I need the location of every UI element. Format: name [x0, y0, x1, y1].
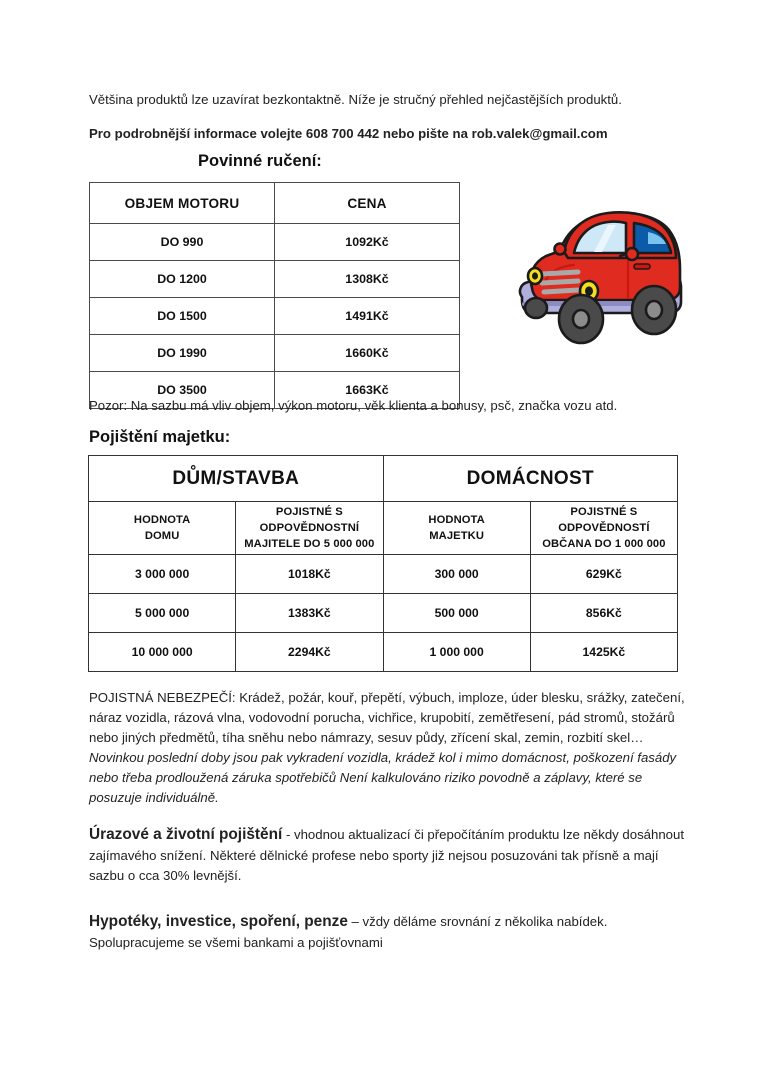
heading-hypoteky: Hypotéky, investice, spoření, penze [89, 913, 348, 930]
column-header-pojistne-obcana [530, 502, 677, 555]
perils-text: Krádež, požár, kouř, přepětí, výbuch, imploze, úder blesku, srážky, zatečení, náraz vozidla, rázová vlna, vodovodní porucha, vichřice, krupobití, zemětřesení, pád stromů, stožárů nebo jiných předmětů, tíha sněhu nebo námrazy, sesuv půdy, zřícení skal, zemin, rozbití skel… [89, 690, 685, 746]
cell-pojistne-majitele: 1383Kč [236, 594, 383, 633]
group-header-domacnost: DOMÁCNOST [383, 456, 678, 502]
red-car-illustration [508, 192, 694, 352]
cell-cena: 1491Kč [275, 298, 460, 335]
cell-hodnota-domu: 5 000 000 [89, 594, 236, 633]
section-title-pojisteni-majetku: Pojištění majetku: [89, 428, 231, 446]
body-urazove-zivotni: - vhodnou aktualizací či přepočítáním produktu lze někdy dosáhnout zajímavého snížení. Některé dělnické profese nebo sporty již nejsou posuzováni tak přísně a mají sazbu o cca 30% levnější. [89, 827, 685, 884]
cell-hodnota-majetku: 1 000 000 [383, 633, 530, 672]
paragraph-pojistna-nebezpeci [89, 688, 689, 808]
body-hypoteky: – vždy děláme srovnání z několika nabídek. [347, 914, 608, 929]
heading-urazove-zivotni: Úrazové a životní pojištění [89, 826, 283, 843]
subheader-line-1: POJISTNÉ S ODPOVĚDNOSTNÍ [259, 505, 360, 534]
column-header-hodnota-domu [89, 502, 236, 555]
intro-line-1: Většina produktů lze uzavírat bezkontaktně. Níže je stručný přehled nejčastějších produktů. [89, 92, 622, 107]
column-header-hodnota-majetku [383, 502, 530, 555]
table-row [89, 633, 678, 672]
paragraph-urazove-zivotni [89, 823, 689, 887]
table-pojisteni-majetku [88, 455, 678, 672]
intro-contact-line: Pro podrobnější informace volejte 608 700 442 nebo pište na rob.valek@gmail.com [89, 126, 608, 141]
cell-hodnota-majetku: 500 000 [383, 594, 530, 633]
table-subheader-row [89, 502, 678, 555]
group-header-dum-stavba: DŮM/STAVBA [89, 456, 384, 502]
section-title-povinne-ruceni: Povinné ručení: [198, 152, 322, 170]
cell-hodnota-domu: 10 000 000 [89, 633, 236, 672]
subheader-line-2: OBČANA DO 1 000 000 [542, 538, 666, 551]
cell-objem: DO 1200 [90, 261, 275, 298]
table-header-row [90, 183, 460, 224]
cell-cena: 1308Kč [275, 261, 460, 298]
column-header-cena: CENA [275, 183, 460, 224]
subheader-line-2: DOMU [144, 530, 180, 542]
note-povinne-ruceni: Pozor: Na sazbu má vliv objem, výkon motoru, věk klienta a bonusy, psč, značka vozu atd. [89, 398, 618, 413]
body-hypoteky-line2: Spolupracujeme se všemi bankami a pojišťovnami [89, 935, 383, 951]
cell-pojistne-obcana: 629Kč [530, 555, 677, 594]
cell-objem: DO 990 [90, 224, 275, 261]
subheader-line-1: HODNOTA [133, 513, 191, 526]
subheader-line-2: MAJETKU [429, 530, 485, 542]
table-row [89, 594, 678, 633]
cell-pojistne-majitele: 2294Kč [236, 633, 383, 672]
cell-hodnota-majetku: 300 000 [383, 555, 530, 594]
table-group-header-row [89, 456, 678, 502]
cell-objem: DO 1990 [90, 335, 275, 372]
cell-cena: 1092Kč [275, 224, 460, 261]
cell-objem: DO 3500 [90, 372, 275, 409]
table-row [90, 335, 460, 372]
table-row [90, 224, 460, 261]
subheader-line-1: POJISTNÉ S ODPOVĚDNOSTÍ [558, 505, 650, 534]
cell-cena: 1663Kč [275, 372, 460, 409]
table-povinne-ruceni [89, 182, 460, 409]
subheader-line-1: HODNOTA [428, 513, 485, 526]
cell-pojistne-obcana: 856Kč [530, 594, 677, 633]
cell-cena: 1660Kč [275, 335, 460, 372]
cell-pojistne-obcana: 1425Kč [530, 633, 677, 672]
perils-italic-note: Novinkou poslední doby jsou pak vykradení vozidla, krádež kol i mimo domácnost, poškození fasády nebo třeba prodloužená záruka spotřebičů Není kalkulováno riziko povodně a záplavy, které se posuzuje individuálně. [89, 750, 677, 806]
cell-objem: DO 1500 [90, 298, 275, 335]
column-header-objem-motoru: OBJEM MOTORU [90, 183, 275, 224]
cell-pojistne-majitele: 1018Kč [236, 555, 383, 594]
paragraph-hypoteky [89, 910, 689, 953]
subheader-line-2: MAJITELE DO 5 000 000 [244, 538, 375, 551]
table-row [90, 298, 460, 335]
cell-hodnota-domu: 3 000 000 [89, 555, 236, 594]
column-header-pojistne-majitele [236, 502, 383, 555]
perils-label: POJISTNÁ NEBEZPEČÍ: [89, 690, 236, 705]
table-row [90, 261, 460, 298]
table-row [89, 555, 678, 594]
